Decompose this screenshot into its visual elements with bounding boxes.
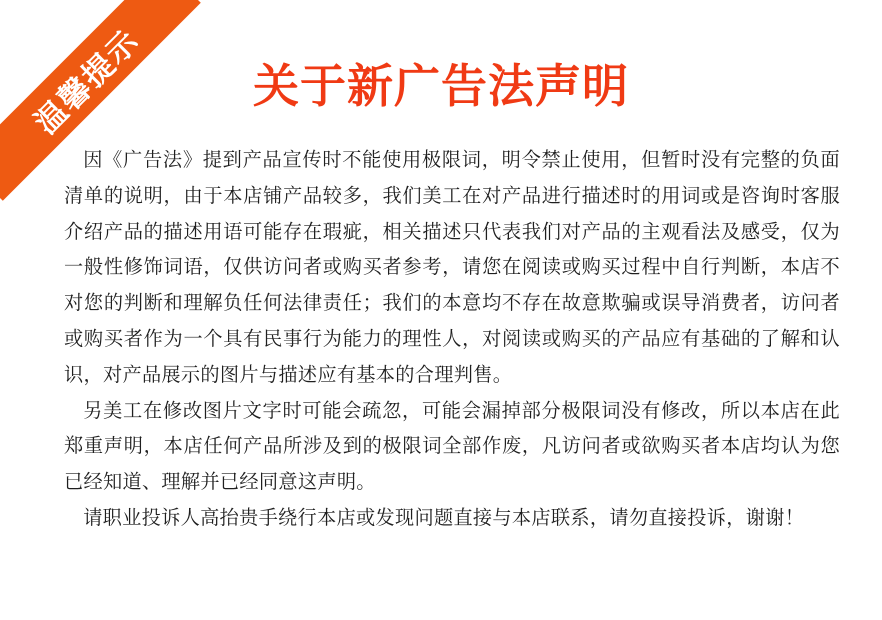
warm-tip-label: 温馨提示 [27,22,147,142]
paragraph-complaint-request: 请职业投诉人高抬贵手绕行本店或发现问题直接与本店联系，请勿直接投诉，谢谢！ [83,505,805,529]
statement-body [64,142,840,536]
paragraph-image-text-notice: 另美工在修改图片文字时可能会疏忽，可能会漏掉部分极限词没有修改，所以本店在此郑重声明，本店任何产品所涉及到的极限词全部作废，凡访问者或欲购买者本店均认为您已经知道、理解并已经同意这声明。 [64,398,840,494]
page-title: 关于新广告法声明 [253,59,629,113]
paragraph-disclaimer: 因《广告法》提到产品宣传时不能使用极限词，明令禁止使用，但暂时没有完整的负面清单的说明，由于本店铺产品较多，我们美工在对产品进行描述时的用词或是咨询时客服介绍产品的描述用语可能存在瑕疵，相关描述只代表我们对产品的主观看法及感受，仅为一般性修饰词语，仅供访问者或购买者参考，请您在阅读或购买过程中自行判断，本店不对您的判断和理解负任何法律责任；我们的本意均不存在故意欺骗或误导消费者，访问者或购买者作为一个具有民事行为能力的理性人，对阅读或购买的产品应有基础的了解和认识，对产品展示的图片与描述应有基本的合理判售。 [64,148,840,386]
